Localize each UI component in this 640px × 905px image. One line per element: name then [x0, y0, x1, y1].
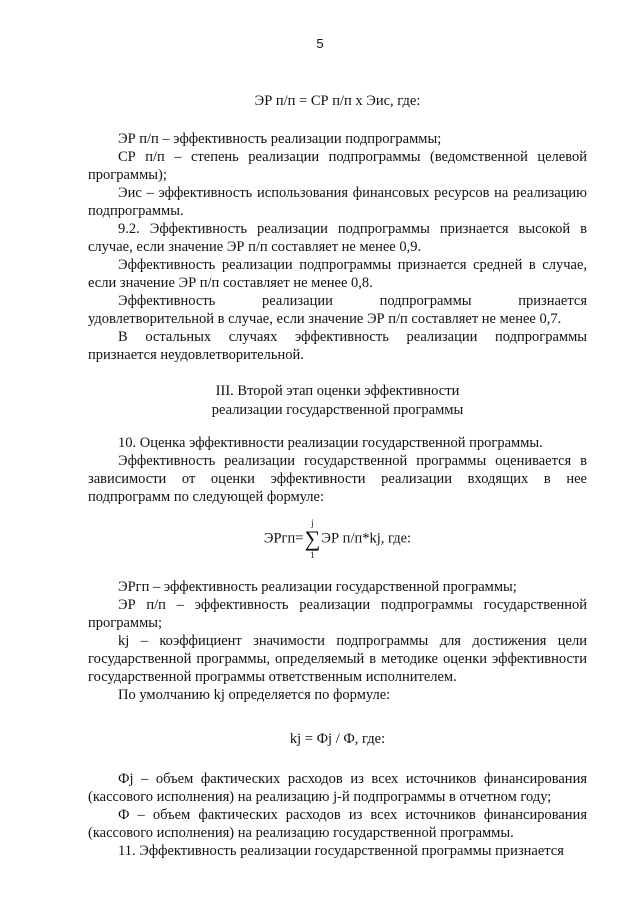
- formula-er-gp-tail: , где:: [380, 530, 412, 547]
- definition-kj: kj – коэффициент значимости подпрограммы для достижения цели государственной программы, определяемый в методике оценки эффективности государственной программы ответственным исполнителем.: [88, 633, 587, 685]
- sum-upper-limit: j: [311, 518, 314, 528]
- formula-kj: kj = Фj / Ф, где:: [289, 731, 386, 747]
- sum-lower-limit: 1: [310, 550, 315, 560]
- paragraph-10-text: Эффективность реализации государственной программы оценивается в зависимости от оценки эффективности реализации входящих в нее подпрограмм по следующей формуле:: [88, 453, 587, 505]
- definition-er-pp-2: ЭР п/п – эффективность реализации подпрограммы государственной программы;: [88, 597, 587, 631]
- rule-unsatisfactory: В остальных случаях эффективность реализации подпрограммы признается неудовлетворительной.: [88, 329, 587, 363]
- formula-er-gp-right: ЭР п/п*kj: [321, 530, 381, 547]
- document-body: [88, 92, 587, 860]
- section-heading: [88, 382, 587, 420]
- section-heading-line2: реализации государственной программы: [211, 402, 464, 418]
- rule-satisfactory: Эффективность реализации подпрограммы признается удовлетворительной в случае, если значение ЭР п/п составляет не менее 0,7.: [88, 293, 587, 327]
- definition-sr-pp: СР п/п – степень реализации подпрограммы (ведомственной целевой программы);: [88, 149, 587, 183]
- paragraph-10: 10. Оценка эффективности реализации государственной программы.: [118, 435, 543, 451]
- definition-er-pp: ЭР п/п – эффективность реализации подпрограммы;: [118, 131, 442, 147]
- rule-medium: Эффективность реализации подпрограммы признается средней в случае, если значение ЭР п/п составляет не менее 0,8.: [88, 257, 587, 291]
- definition-fj: Фj – объем фактических расходов из всех источников финансирования (кассового исполнения) на реализацию j-й подпрограммы в отчетном году;: [88, 771, 587, 805]
- sum-symbol: j ∑ 1: [304, 518, 321, 560]
- rule-high: 9.2. Эффективность реализации подпрограммы признается высокой в случае, если значение ЭР п/п составляет не менее 0,9.: [88, 221, 587, 255]
- default-kj-text: По умолчанию kj определяется по формуле:: [118, 687, 391, 703]
- formula-er-gp-left: ЭРгп=: [263, 530, 304, 547]
- page-number: 5: [316, 36, 324, 51]
- formula-er-gp: [88, 518, 587, 560]
- formula-er-pp: ЭР п/п = СР п/п х Эис, где:: [254, 93, 421, 109]
- definition-f: Ф – объем фактических расходов из всех источников финансирования (кассового исполнения) на реализацию государственной программы.: [88, 807, 587, 841]
- definition-eis: Эис – эффективность использования финансовых ресурсов на реализацию подпрограммы.: [88, 185, 587, 219]
- paragraph-11: 11. Эффективность реализации государственной программы признается: [118, 843, 564, 859]
- section-heading-line1: III. Второй этап оценки эффективности: [215, 383, 460, 399]
- definition-er-gp: ЭРгп – эффективность реализации государственной программы;: [118, 579, 517, 595]
